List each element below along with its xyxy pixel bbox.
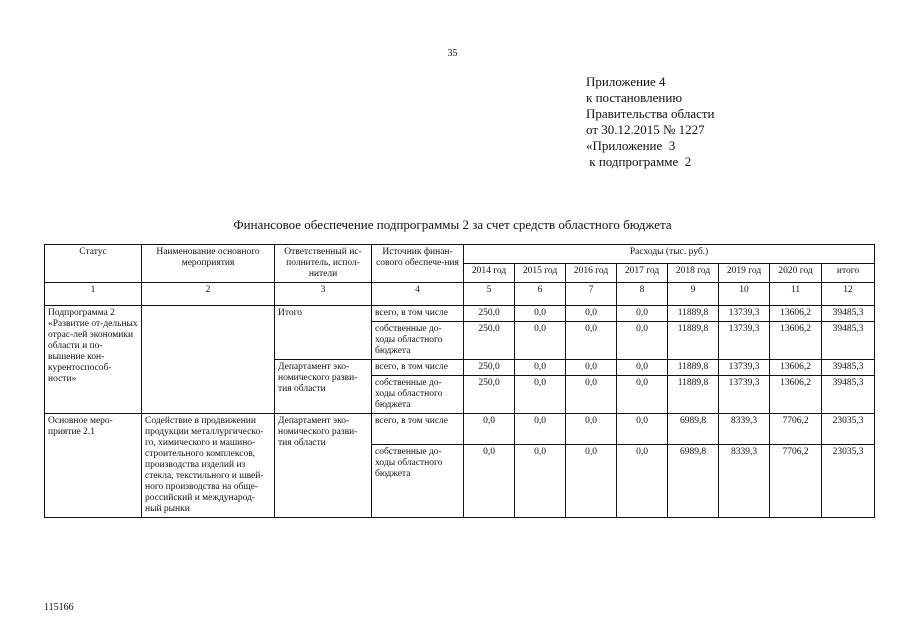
- value-cell: 11889,8: [668, 322, 719, 360]
- header-year: 2015 год: [515, 264, 566, 283]
- value-cell: 0,0: [515, 360, 566, 376]
- value-cell: 0,0: [566, 306, 617, 322]
- value-cell: 13606,2: [770, 306, 822, 322]
- value-cell: 0,0: [617, 360, 668, 376]
- executor-cell: Департамент эко-номического разви-тия области: [275, 414, 372, 518]
- value-cell: 6989,8: [668, 414, 719, 445]
- source-cell: всего, в том числе: [372, 414, 464, 445]
- value-cell: 23035,3: [822, 444, 875, 517]
- value-cell: 250,0: [464, 322, 515, 360]
- column-number-row: [45, 283, 875, 306]
- value-cell: 0,0: [464, 414, 515, 445]
- source-cell: собственные до-ходы областного бюджета: [372, 322, 464, 360]
- value-cell: 13606,2: [770, 360, 822, 376]
- value-cell: 0,0: [617, 322, 668, 360]
- column-number: 3: [275, 283, 372, 306]
- source-cell: всего, в том числе: [372, 360, 464, 376]
- value-cell: 0,0: [515, 444, 566, 517]
- financing-table: [44, 244, 875, 518]
- appendix-line: «Приложение 3: [586, 138, 676, 153]
- column-number: 12: [822, 283, 875, 306]
- value-cell: 0,0: [515, 322, 566, 360]
- appendix-line: от 30.12.2015 № 1227: [586, 122, 705, 137]
- value-cell: 7706,2: [770, 444, 822, 517]
- value-cell: 6989,8: [668, 444, 719, 517]
- value-cell: 8339,3: [719, 414, 770, 445]
- value-cell: 0,0: [566, 414, 617, 445]
- column-number: 8: [617, 283, 668, 306]
- header-expenses: Расходы (тыс. руб.): [464, 245, 875, 264]
- footer-code: 115166: [44, 602, 74, 613]
- value-cell: 39485,3: [822, 360, 875, 376]
- appendix-line: к постановлению: [586, 90, 683, 105]
- value-cell: 0,0: [566, 444, 617, 517]
- value-cell: 13606,2: [770, 322, 822, 360]
- source-cell: собственные до-ходы областного бюджета: [372, 376, 464, 414]
- table-row: [45, 414, 875, 445]
- value-cell: 13739,3: [719, 360, 770, 376]
- header-year: 2018 год: [668, 264, 719, 283]
- executor-cell: Итого: [275, 306, 372, 360]
- status-cell: Подпрограмма 2 «Развитие от-дельных отрас-лей экономики области и по-вышение кон-курентоспособ-ности»: [45, 306, 142, 414]
- value-cell: 0,0: [566, 360, 617, 376]
- value-cell: 11889,8: [668, 306, 719, 322]
- header-executor: Ответственный ис-полнитель, испол-нители: [275, 245, 372, 283]
- header-year: 2014 год: [464, 264, 515, 283]
- column-number: 5: [464, 283, 515, 306]
- header-status: Статус: [45, 245, 142, 283]
- header-year: 2019 год: [719, 264, 770, 283]
- value-cell: 0,0: [566, 376, 617, 414]
- column-number: 6: [515, 283, 566, 306]
- value-cell: 13739,3: [719, 306, 770, 322]
- value-cell: 0,0: [515, 376, 566, 414]
- value-cell: 7706,2: [770, 414, 822, 445]
- value-cell: 39485,3: [822, 376, 875, 414]
- page-number: 35: [447, 48, 458, 59]
- value-cell: 0,0: [515, 306, 566, 322]
- value-cell: 39485,3: [822, 306, 875, 322]
- executor-cell: Департамент эко-номического разви-тия области: [275, 360, 372, 414]
- header-year: 2016 год: [566, 264, 617, 283]
- column-number: 10: [719, 283, 770, 306]
- header-source: Источник финан-сового обеспече-ния: [372, 245, 464, 283]
- value-cell: 13606,2: [770, 376, 822, 414]
- value-cell: 23035,3: [822, 414, 875, 445]
- value-cell: 0,0: [617, 414, 668, 445]
- header-row: [45, 245, 875, 264]
- value-cell: 250,0: [464, 306, 515, 322]
- column-number: 9: [668, 283, 719, 306]
- value-cell: 250,0: [464, 376, 515, 414]
- appendix-line: к подпрограмме 2: [586, 154, 692, 169]
- table-row: [45, 306, 875, 322]
- column-number: 2: [142, 283, 275, 306]
- source-cell: всего, в том числе: [372, 306, 464, 322]
- status-cell: Основное меро-приятие 2.1: [45, 414, 142, 518]
- appendix-block: [586, 74, 715, 170]
- column-number: 11: [770, 283, 822, 306]
- value-cell: 0,0: [566, 322, 617, 360]
- header-measure: Наименование основного мероприятия: [142, 245, 275, 283]
- value-cell: 0,0: [464, 444, 515, 517]
- measure-cell: Содействие в продвижении продукции металлургическо-го, химического и машино-строительного комплексов, производства изделий из стекла, текстильного и швей-ного производства на обще-российский и международ-ный рынки: [142, 414, 275, 518]
- value-cell: 0,0: [617, 444, 668, 517]
- column-number: 7: [566, 283, 617, 306]
- value-cell: 13739,3: [719, 322, 770, 360]
- measure-cell: [142, 306, 275, 414]
- appendix-line: Приложение 4: [586, 74, 666, 89]
- column-number: 4: [372, 283, 464, 306]
- header-year: 2017 год: [617, 264, 668, 283]
- document-title: Финансовое обеспечение подпрограммы 2 за счет средств областного бюджета: [233, 217, 672, 232]
- value-cell: 0,0: [617, 306, 668, 322]
- column-number: 1: [45, 283, 142, 306]
- value-cell: 0,0: [617, 376, 668, 414]
- value-cell: 13739,3: [719, 376, 770, 414]
- source-cell: собственные до-ходы областного бюджета: [372, 444, 464, 517]
- header-year: итого: [822, 264, 875, 283]
- value-cell: 39485,3: [822, 322, 875, 360]
- appendix-line: Правительства области: [586, 106, 715, 121]
- value-cell: 250,0: [464, 360, 515, 376]
- value-cell: 8339,3: [719, 444, 770, 517]
- header-year: 2020 год: [770, 264, 822, 283]
- value-cell: 0,0: [515, 414, 566, 445]
- value-cell: 11889,8: [668, 360, 719, 376]
- table-body: [45, 245, 875, 518]
- value-cell: 11889,8: [668, 376, 719, 414]
